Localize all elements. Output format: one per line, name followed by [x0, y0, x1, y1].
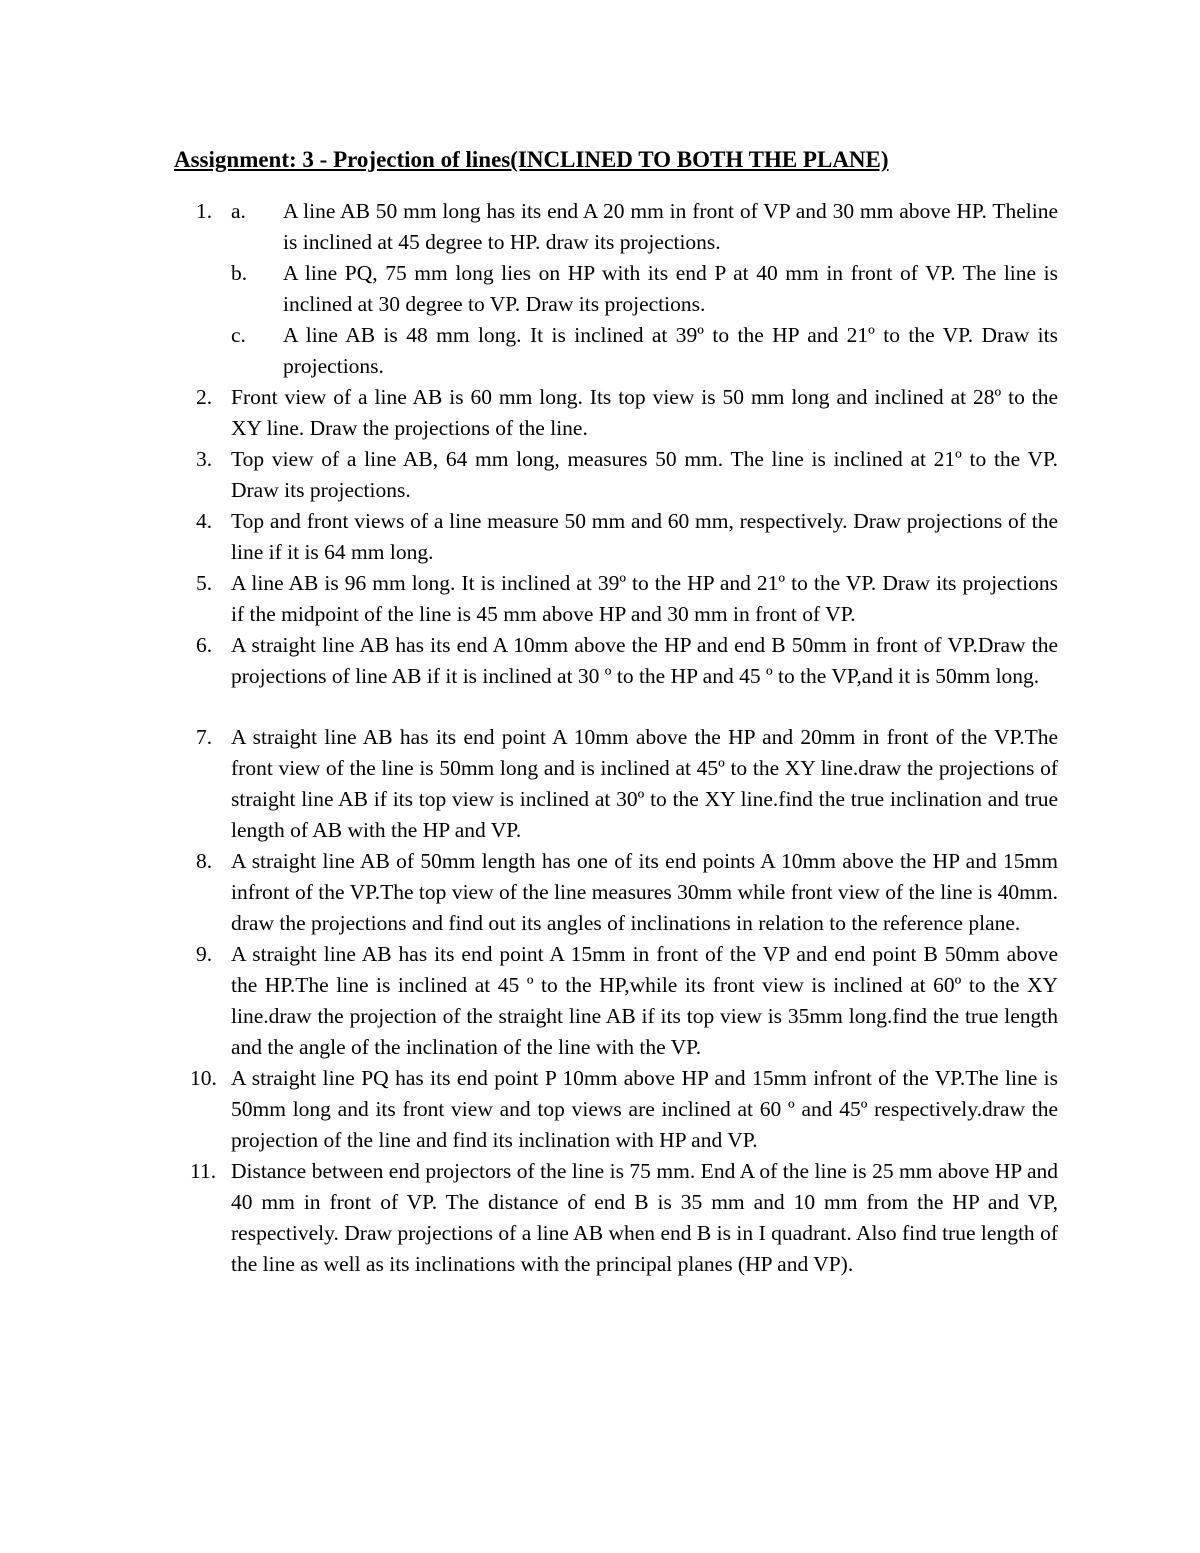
question-3 [196, 444, 1058, 506]
question-1b [231, 258, 1058, 320]
question-text: A line AB is 96 mm long. It is inclined at 39º to the HP and 21º to the VP. Draw its projections if the midpoint of the line is 45 mm above HP and 30 mm in front of VP. [231, 571, 1058, 626]
sub-letter: a. [231, 199, 246, 223]
assignment-title: Assignment: 3 - Projection of lines(INCLINED TO BOTH THE PLANE) [174, 147, 889, 172]
question-10 [190, 1063, 1058, 1156]
question-text: A straight line AB of 50mm length has one of its end points A 10mm above the HP and 15mm infront of the VP.The top view of the line measures 30mm while front view of the line is 40mm. draw the projections and find out its angles of inclinations in relation to the reference plane. [231, 849, 1058, 935]
question-number: 5. [196, 571, 213, 595]
question-2 [196, 382, 1058, 444]
question-7 [196, 722, 1058, 846]
sub-letter: c. [231, 323, 246, 347]
question-1a [231, 196, 1058, 258]
question-9 [196, 939, 1058, 1063]
question-number: 7. [196, 725, 213, 749]
question-1 [196, 196, 1058, 382]
question-number: 2. [196, 385, 213, 409]
question-number: 10. [190, 1066, 217, 1090]
question-text: Top and front views of a line measure 50 mm and 60 mm, respectively. Draw projections of the line if it is 64 mm long. [231, 509, 1058, 564]
question-number: 8. [196, 849, 213, 873]
question-text: Front view of a line AB is 60 mm long. Its top view is 50 mm long and inclined at 28º to the XY line. Draw the projections of the line. [231, 385, 1058, 440]
sub-text: A line AB is 48 mm long. It is inclined at 39º to the HP and 21º to the VP. Draw its projections. [283, 323, 1058, 378]
question-number: 9. [196, 942, 213, 966]
question-list [190, 196, 1058, 1280]
question-text: A straight line PQ has its end point P 10mm above HP and 15mm infront of the VP.The line is 50mm long and its front view and top views are inclined at 60 º and 45º respectively.draw the projection of the line and find its inclination with HP and VP. [231, 1066, 1058, 1152]
question-8 [196, 846, 1058, 939]
question-6 [196, 630, 1058, 692]
question-text: Top view of a line AB, 64 mm long, measures 50 mm. The line is inclined at 21º to the VP. Draw its projections. [231, 447, 1058, 502]
question-number: 3. [196, 447, 213, 471]
question-text: A straight line AB has its end point A 10mm above the HP and 20mm in front of the VP.The front view of the line is 50mm long and is inclined at 45º to the XY line.draw the projections of straight line AB if its top view is inclined at 30º to the XY line.find the true inclination and true length of AB with the HP and VP. [231, 725, 1058, 842]
sub-letter: b. [231, 261, 248, 285]
sub-text: A line PQ, 75 mm long lies on HP with its end P at 40 mm in front of VP. The line is inclined at 30 degree to VP. Draw its projections. [283, 261, 1058, 316]
spacer [196, 692, 1058, 722]
question-4 [196, 506, 1058, 568]
question-11 [190, 1156, 1058, 1280]
question-1c [231, 320, 1058, 382]
question-text: A straight line AB has its end A 10mm above the HP and end B 50mm in front of VP.Draw the projections of line AB if it is inclined at 30 º to the HP and 45 º to the VP,and it is 50mm long. [231, 633, 1058, 688]
question-number: 6. [196, 633, 213, 657]
question-number: 11. [190, 1159, 217, 1183]
question-number: 1. [196, 199, 213, 223]
question-text: A straight line AB has its end point A 15mm in front of the VP and end point B 50mm above the HP.The line is inclined at 45 º to the HP,while its front view is inclined at 60º to the XY line.draw the projection of the straight line AB if its top view is 35mm long.find the true length and the angle of the inclination of the line with the VP. [231, 942, 1058, 1059]
sub-text: A line AB 50 mm long has its end A 20 mm in front of VP and 30 mm above HP. Theline is inclined at 45 degree to HP. draw its projections. [283, 199, 1058, 254]
question-text: Distance between end projectors of the line is 75 mm. End A of the line is 25 mm above HP and 40 mm in front of VP. The distance of end B is 35 mm and 10 mm from the HP and VP, respectively. Draw projections of a line AB when end B is in I quadrant. Also find true length of the line as well as its inclinations with the principal planes (HP and VP). [231, 1159, 1058, 1276]
question-5 [196, 568, 1058, 630]
question-number: 4. [196, 509, 213, 533]
